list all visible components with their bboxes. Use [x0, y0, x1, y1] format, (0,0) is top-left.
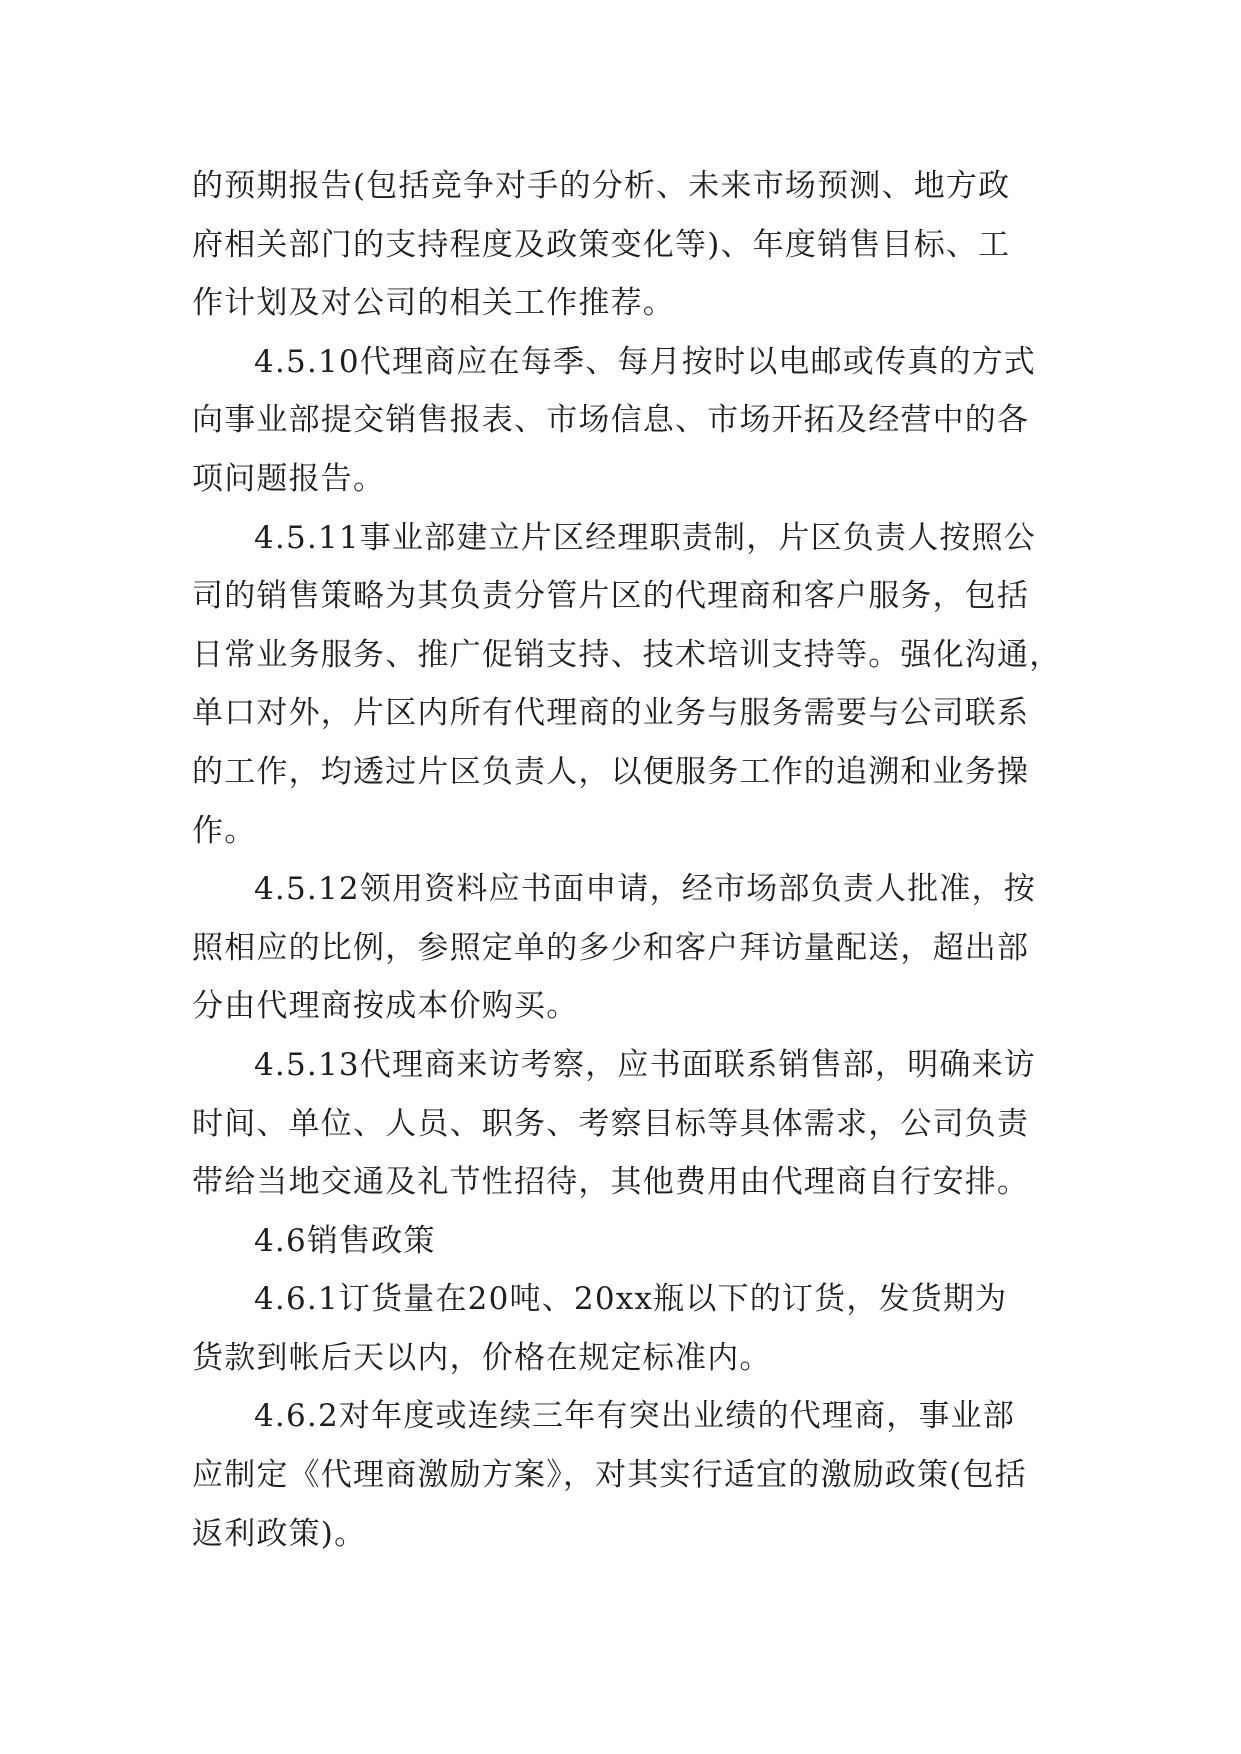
text-line: 作计划及对公司的相关工作推荐。: [192, 285, 675, 322]
text-line: 司的销售策略为其负责分管片区的代理商和客户服务，包括: [192, 578, 1030, 615]
text-line: 货款到帐后天以内，价格在规定标准内。: [192, 1339, 772, 1376]
text-line: 的工作，均透过片区负责人，以便服务工作的追溯和业务操: [192, 753, 1030, 790]
paragraph-continuation: [192, 157, 1072, 333]
text-line: 日常业务服务、推广促销支持、技术培训支持等。强化沟通，: [192, 636, 1062, 673]
text-line: 4.6销售政策: [254, 1222, 436, 1259]
paragraph-4-5-13: [192, 1036, 1072, 1212]
text-line: 4.5.11事业部建立片区经理职责制，片区负责人按照公: [254, 519, 1036, 556]
text-line: 的预期报告(包括竞争对手的分析、未来市场预测、地方政: [192, 168, 1011, 204]
document-body: [192, 157, 1072, 1563]
text-line: 4.5.12领用资料应书面申请，经市场部负责人批准，按: [254, 871, 1036, 908]
paragraph-4-5-10: [192, 333, 1072, 509]
text-line: 返利政策)。: [192, 1515, 367, 1552]
paragraph-4-5-11: [192, 509, 1072, 861]
text-line: 带给当地交通及礼节性招待，其他费用由代理商自行安排。: [192, 1164, 1030, 1201]
paragraph-4-6-2: [192, 1387, 1072, 1563]
text-line: 向事业部提交销售报表、市场信息、市场开拓及经营中的各: [192, 402, 1030, 439]
paragraph-4-5-12: [192, 860, 1072, 1036]
section-heading-4-6: [192, 1212, 1072, 1271]
text-line: 4.6.1订货量在20吨、20xx瓶以下的订货，发货期为: [254, 1281, 1008, 1318]
text-line: 时间、单位、人员、职务、考察目标等具体需求，公司负责: [192, 1105, 1030, 1142]
text-line: 分由代理商按成本价购买。: [192, 988, 579, 1025]
text-line: 府相关部门的支持程度及政策变化等)、年度销售目标、工: [192, 226, 1011, 263]
text-line: 4.6.2对年度或连续三年有突出业绩的代理商，事业部: [254, 1398, 1016, 1435]
paragraph-4-6-1: [192, 1270, 1072, 1387]
text-line: 作。: [192, 812, 257, 849]
text-line: 4.5.13代理商来访考察，应书面联系销售部，明确来访: [254, 1046, 1036, 1083]
text-line: 项问题报告。: [192, 460, 386, 497]
text-line: 单口对外，片区内所有代理商的业务与服务需要与公司联系: [192, 695, 1030, 732]
text-line: 4.5.10代理商应在每季、每月按时以电邮或传真的方式: [254, 343, 1036, 380]
text-line: 照相应的比例，参照定单的多少和客户拜访量配送，超出部: [192, 929, 1030, 966]
text-line: 应制定《代理商激励方案》，对其实行适宜的激励政策(包括: [192, 1457, 1027, 1494]
